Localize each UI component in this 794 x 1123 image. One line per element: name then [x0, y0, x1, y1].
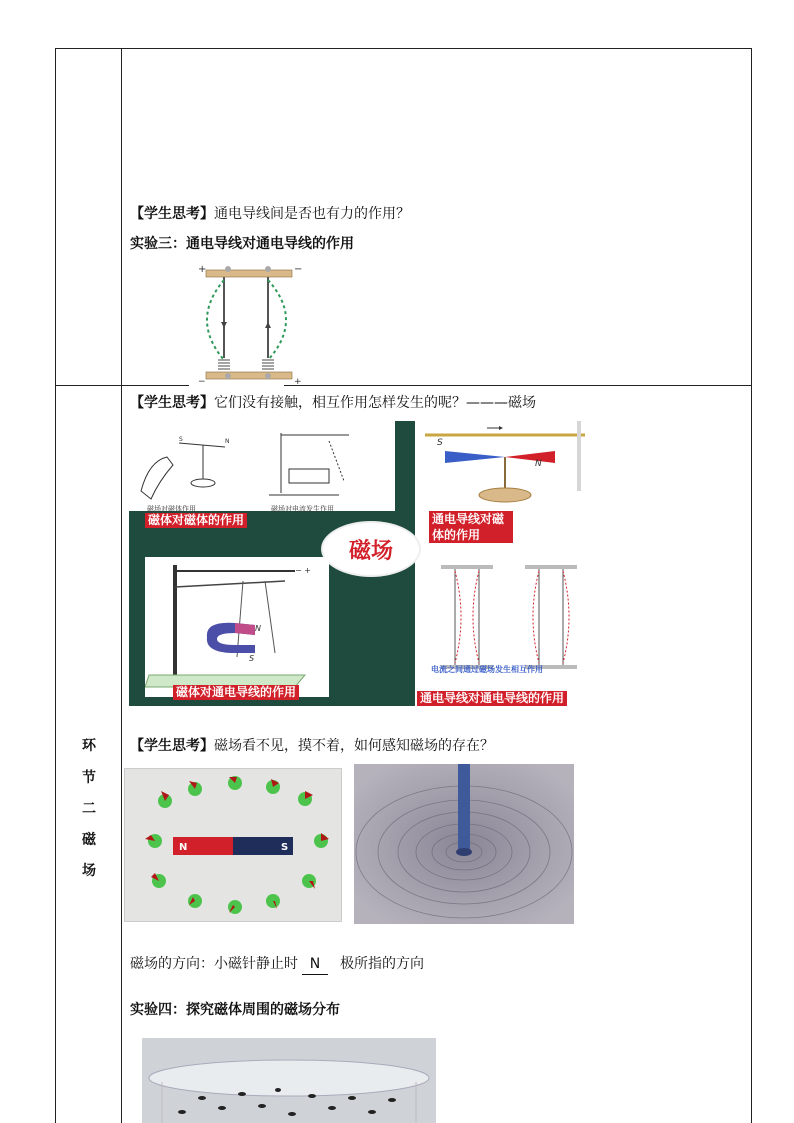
think-tag: 【学生思考】	[130, 206, 214, 222]
student-think-2	[130, 393, 536, 413]
card-magnet-current	[145, 557, 329, 697]
svg-text:N: N	[255, 624, 261, 633]
student-think-3	[130, 736, 494, 756]
table-divider	[121, 48, 122, 1123]
think-text: 通电导线间是否也有力的作用？	[214, 206, 410, 222]
svg-text:S: S	[179, 436, 183, 443]
side-label-char: 环	[82, 738, 96, 754]
caption-current-current: 电流之间通过磁场发生相互作用	[431, 665, 543, 674]
magnetic-field-collage	[129, 421, 589, 706]
compass-needles-photo	[124, 768, 342, 922]
svg-text:N: N	[225, 438, 230, 445]
label-magnet-magnet: 磁体对磁体的作用	[145, 513, 247, 528]
card-current-current	[429, 557, 589, 697]
card-magnet-magnet	[129, 421, 395, 511]
table-right-border	[751, 48, 752, 1123]
experiment-4-title: 实验四：探究磁体周围的磁场分布	[130, 1002, 340, 1018]
svg-text:−: −	[294, 264, 303, 275]
row-divider	[55, 385, 189, 386]
label-magnet-current: 磁体对通电导线的作用	[173, 685, 299, 700]
caption-magnet-magnet: 磁场对磁体作用	[147, 505, 196, 513]
side-label-char: 磁	[82, 832, 96, 848]
parallel-wires-apparatus	[190, 260, 310, 386]
svg-text:+: +	[198, 264, 207, 275]
direction-suffix: 极所指的方向	[340, 956, 424, 972]
svg-text:N: N	[535, 459, 542, 469]
think-tag: 【学生思考】	[130, 395, 214, 411]
label-current-current: 通电导线对通电导线的作用	[417, 691, 567, 706]
label-current-magnet: 通电导线对磁体的作用	[429, 511, 513, 543]
row-divider-right	[284, 385, 752, 386]
magnet-n-letter: N	[179, 842, 188, 853]
side-label-char: 二	[82, 801, 96, 817]
svg-text:S: S	[249, 654, 255, 663]
think-text: 磁场看不见，摸不着，如何感知磁场的存在？	[214, 738, 494, 754]
side-label-char: 节	[82, 770, 96, 786]
svg-text:− +: − +	[295, 566, 311, 575]
direction-prefix: 磁场的方向：小磁针静止时	[130, 956, 298, 972]
svg-text:−: −	[198, 377, 206, 386]
student-think-1	[130, 204, 410, 224]
think-tag: 【学生思考】	[130, 738, 214, 754]
svg-text:+: +	[294, 377, 302, 386]
table-top-border	[55, 48, 752, 49]
svg-text:S: S	[437, 438, 443, 448]
table-left-border	[55, 48, 56, 1123]
think-text: 它们没有接触，相互作用怎样发生的呢？———磁场	[214, 395, 536, 411]
magnet-s-letter: S	[281, 842, 289, 853]
direction-answer: N	[302, 954, 328, 975]
iron-filings-wire-photo	[354, 764, 574, 924]
caption-field-current: 磁场对电流发生作用	[271, 505, 334, 513]
magnet-field-distribution-photo	[142, 1038, 436, 1123]
magnetic-field-label: 磁场	[348, 538, 393, 564]
field-direction-line	[130, 954, 424, 975]
side-label-char: 场	[82, 863, 96, 879]
experiment-3-title: 实验三：通电导线对通电导线的作用	[130, 236, 354, 252]
magnetic-field-oval	[321, 521, 421, 577]
